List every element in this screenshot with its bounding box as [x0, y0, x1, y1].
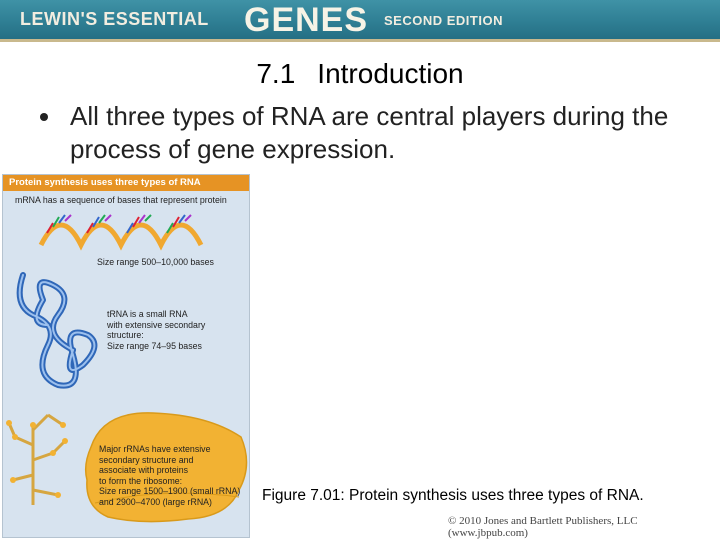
- mrna-label: mRNA has a sequence of bases that represent protein: [15, 195, 227, 205]
- rrna-line: associate with proteins: [99, 465, 188, 475]
- trna-line: Size range 74–95 bases: [107, 340, 202, 351]
- trna-line: structure:: [107, 330, 144, 340]
- section-number: 7.1: [256, 58, 296, 89]
- figure-title: Protein synthesis uses three types of RNA: [3, 175, 249, 191]
- bullet-text: All three types of RNA are central players during the process of gene expression.: [70, 101, 669, 164]
- trna-line: tRNA is a small RNA: [107, 309, 188, 319]
- copyright-notice: © 2010 Jones and Bartlett Publishers, LLC (www.jbpub.com): [448, 515, 638, 539]
- rrna-structure: [9, 415, 65, 505]
- rna-figure: [2, 174, 250, 538]
- rrna-line: Size range 1500–1900 (small rRNA): [99, 486, 241, 496]
- rrna-text: [99, 444, 240, 507]
- trna-strand: [20, 275, 95, 386]
- rrna-line: to form the ribosome:: [99, 475, 183, 486]
- bullet-dot-icon: [40, 113, 48, 121]
- mrna-backbone: [41, 225, 201, 245]
- book-brand: LEWIN'S ESSENTIAL: [20, 9, 209, 29]
- section-title: Introduction: [317, 58, 464, 89]
- rrna-line: secondary structure and: [99, 454, 194, 465]
- book-edition: SECOND EDITION: [384, 13, 503, 28]
- rrna-line: Major rRNAs have extensive: [99, 444, 211, 454]
- trna-text: [107, 309, 205, 351]
- trna-line: with extensive secondary: [107, 319, 206, 330]
- mrna-size: Size range 500–10,000 bases: [97, 257, 214, 267]
- book-title: GENES: [244, 1, 369, 39]
- rrna-line: and 2900–4700 (large rRNA): [99, 496, 212, 507]
- header-banner: [0, 0, 720, 42]
- figure-caption: Figure 7.01: Protein synthesis uses three types of RNA.: [262, 487, 644, 504]
- slide-title: [0, 58, 720, 90]
